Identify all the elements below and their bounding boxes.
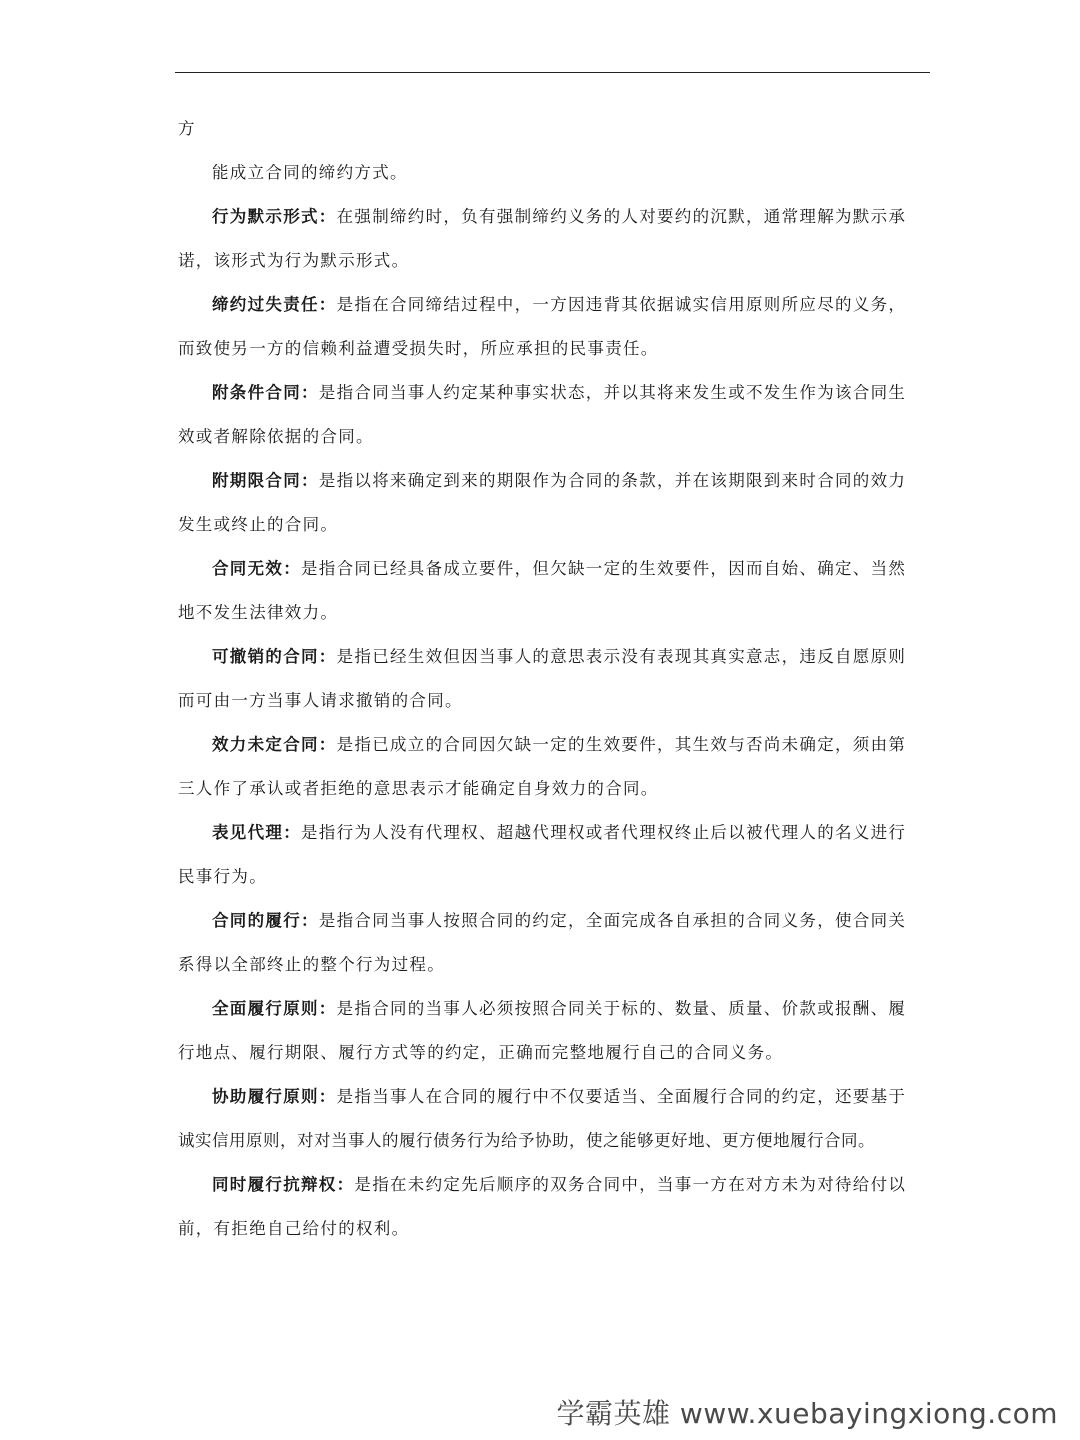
term: 行为默示形式：: [212, 207, 337, 226]
header-rule: [175, 72, 930, 73]
entry-apparent-agency: [178, 816, 914, 904]
definition-line-2: 而可由一方当事人请求撤销的合同。: [178, 691, 463, 710]
entry-full-performance-principle: [178, 992, 914, 1080]
definition-line-2: 而致使另一方的信赖利益遭受损失时，所应承担的民事责任。: [178, 339, 659, 358]
term: 合同无效：: [212, 559, 301, 578]
term: 协助履行原则：: [212, 1087, 337, 1106]
document-body: [178, 112, 914, 1256]
definition-line-2: 效或者解除依据的合同。: [178, 427, 374, 446]
definition-line-1: 是指合同当事人按照合同的约定，全面完成各自承担的合同义务，使合同关: [318, 911, 907, 930]
entry-conditional-contract: [178, 376, 914, 464]
definition-line-2: 行地点、履行期限、履行方式等的约定，正确而完整地履行自己的合同义务。: [178, 1043, 784, 1062]
definition-line-2: 发生或终止的合同。: [178, 515, 339, 534]
definition-line-1: 是指已经生效但因当事人的意思表示没有表现其真实意志，违反自愿原则: [336, 647, 907, 666]
entry-term-contract: [178, 464, 914, 552]
term: 表见代理：: [212, 823, 301, 842]
entry-simultaneous-performance-defense: [178, 1168, 914, 1256]
definition-line-1: 是指合同已经具备成立要件，但欠缺一定的生效要件，因而自始、确定、当然: [301, 559, 907, 578]
definition-line-2: 地不发生法律效力。: [178, 603, 339, 622]
term: 附条件合同：: [212, 383, 319, 402]
definition-line-2: 系得以全部终止的整个行为过程。: [178, 955, 445, 974]
term: 附期限合同：: [212, 471, 319, 490]
definition-line-2: 诺，该形式为行为默示形式。: [178, 251, 410, 270]
definition-line-1: 是指合同当事人约定某种事实状态，并以其将来发生或不发生作为该合同生: [318, 383, 907, 402]
term: 缔约过失责任：: [212, 295, 337, 314]
entry-voidable-contract: [178, 640, 914, 728]
definition-line-1: 是指在未约定先后顺序的双务合同中，当事一方在对方未为对待给付以: [354, 1175, 907, 1194]
definition-line-1: 是指已成立的合同因欠缺一定的生效要件，其生效与否尚未确定，须由第: [336, 735, 907, 754]
definition-line-1: 是指当事人在合同的履行中不仅要适当、全面履行合同的约定，还要基于: [336, 1087, 907, 1106]
definition-line-1: 是指行为人没有代理权、超越代理权或者代理权终止后以被代理人的名义进行: [301, 823, 907, 842]
definition-line-1: 是指合同的当事人必须按照合同关于标的、数量、质量、价款或报酬、履: [336, 999, 907, 1018]
entry-assisted-performance-principle: [178, 1080, 914, 1168]
fragment-line-2: 能成立合同的缔约方式。: [212, 163, 408, 182]
definition-line-2: 三人作了承认或者拒绝的意思表示才能确定自身效力的合同。: [178, 779, 659, 798]
entry-contract-performance: [178, 904, 914, 992]
entry-behavior-implied-form: [178, 200, 914, 288]
definition-line-1: 在强制缔约时，负有强制缔约义务的人对要约的沉默，通常理解为默示承: [336, 207, 907, 226]
entry-pending-validity-contract: [178, 728, 914, 816]
term: 合同的履行：: [212, 911, 319, 930]
definition-line-2: 前，有拒绝自己给付的权利。: [178, 1219, 410, 1238]
fragment-line-1: 方: [178, 119, 196, 138]
entry-culpa-in-contrahendo: [178, 288, 914, 376]
site-watermark: 学霸英雄 www.xuebayingxiong.com: [556, 1397, 1058, 1430]
definition-line-1: 是指在合同缔结过程中，一方因违背其依据诚实信用原则所应尽的义务，: [336, 295, 907, 314]
entry-void-contract: [178, 552, 914, 640]
term: 效力未定合同：: [212, 735, 337, 754]
term: 全面履行原则：: [212, 999, 337, 1018]
term: 同时履行抗辩权：: [212, 1175, 355, 1194]
term: 可撤销的合同：: [212, 647, 337, 666]
definition-line-2: 民事行为。: [178, 867, 267, 886]
definition-line-1: 是指以将来确定到来的期限作为合同的条款，并在该期限到来时合同的效力: [318, 471, 907, 490]
definition-line-2: 诚实信用原则，对对当事人的履行债务行为给予协助，使之能够更好地、更方便地履行合同。: [178, 1131, 875, 1150]
